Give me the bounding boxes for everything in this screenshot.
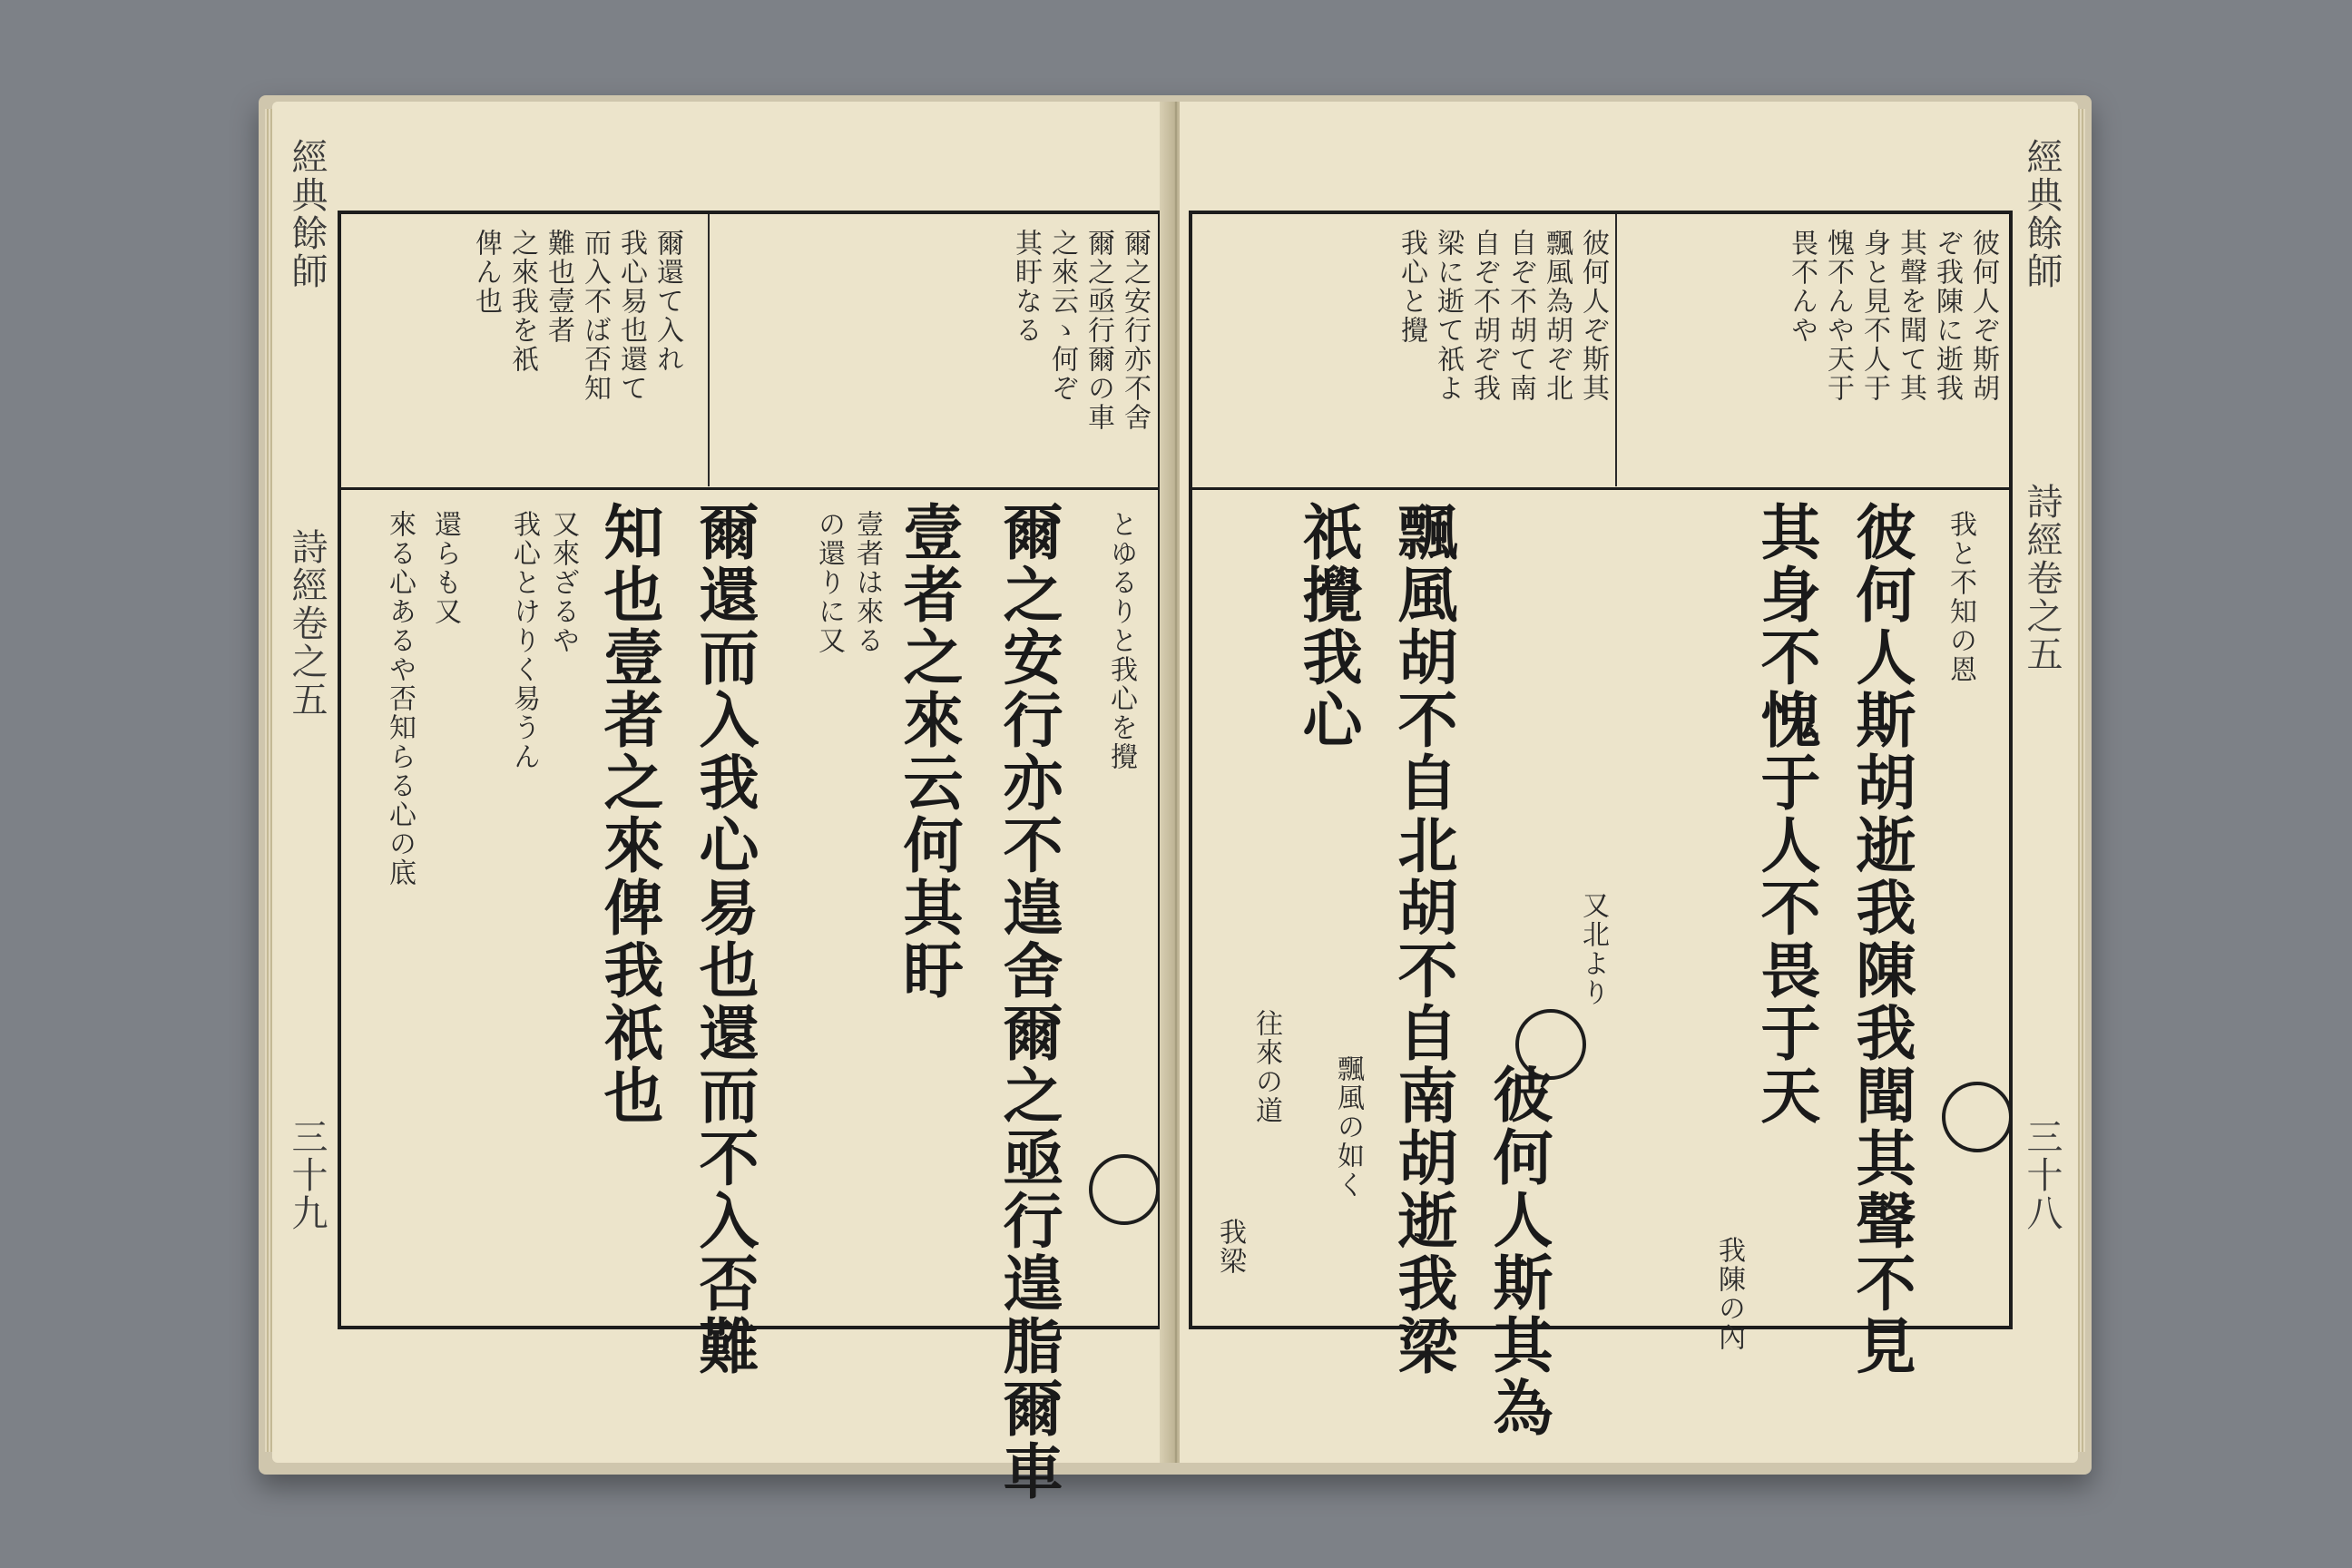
right-note-col-4: 飄風の如く bbox=[1332, 1054, 1364, 1200]
left-page bbox=[272, 102, 1171, 1503]
right-header-col-3: 其聲を聞て其 bbox=[1895, 229, 1926, 403]
right-header-col-2: ぞ我陳に逝我 bbox=[1931, 229, 1963, 403]
left-note-col-1: とゆるりと我心を攪 bbox=[1105, 510, 1137, 771]
right-margin-title: 詩經卷之五 bbox=[2021, 483, 2063, 673]
right-margin-page-number: 三十八 bbox=[2021, 1118, 2063, 1232]
left-header-col-8: 難也壹者 bbox=[543, 229, 574, 345]
right-header2-col-2: 飄風為胡ぞ北 bbox=[1541, 229, 1573, 403]
left-header-divider bbox=[338, 487, 1158, 490]
right-main-col-4: 飄風胡不自北胡不自南胡逝我梁 bbox=[1387, 501, 1458, 1377]
right-header-split bbox=[1615, 214, 1617, 486]
right-header2-col-5: 梁に逝て祇よ bbox=[1432, 229, 1464, 403]
left-note-col-6: 還らも又 bbox=[429, 510, 461, 626]
right-note-col-1: 我と不知の恩 bbox=[1945, 510, 1976, 684]
right-header-divider bbox=[1189, 487, 2009, 490]
right-header-col-4: 身と見不人于 bbox=[1858, 229, 1890, 403]
right-header2-col-1: 彼何人ぞ斯其 bbox=[1577, 229, 1609, 403]
left-note-col-4: 又來ざるや bbox=[547, 510, 579, 655]
right-main-col-5: 祇攪我心 bbox=[1292, 501, 1363, 751]
left-header-col-9: 之來我を祇 bbox=[506, 229, 538, 374]
left-header-col-1: 爾之安行亦不舍 bbox=[1119, 229, 1151, 432]
right-header-col-5: 愧不んや天于 bbox=[1822, 229, 1854, 403]
left-main-col-2: 壹者之來云何其盱 bbox=[893, 501, 964, 1002]
right-margin-header: 經典餘師 bbox=[2021, 138, 2063, 290]
right-note-col-6: 我梁 bbox=[1214, 1218, 1246, 1276]
left-header-col-5: 爾還て入れ bbox=[652, 229, 683, 374]
section-circle-mark bbox=[1089, 1154, 1160, 1225]
section-circle-mark bbox=[1942, 1082, 2013, 1152]
left-note-col-5: 我心とけりく易うん bbox=[508, 510, 540, 771]
right-note-col-2: 我陳の內 bbox=[1713, 1236, 1745, 1352]
right-main-col-1: 彼何人斯胡逝我陳我聞其聲不見 bbox=[1846, 501, 1916, 1377]
left-note-col-3: の還りに又 bbox=[813, 510, 845, 655]
left-main-col-3: 爾還而入我心易也還而不入否難 bbox=[689, 501, 760, 1377]
left-margin-header: 經典餘師 bbox=[286, 138, 328, 290]
right-page bbox=[1180, 102, 2078, 1463]
right-header-col-6: 畏不んや bbox=[1786, 229, 1818, 345]
left-header-col-4: 其盱なる bbox=[1010, 229, 1042, 345]
left-header-col-6: 我心易也還て bbox=[615, 229, 647, 403]
right-note-col-3: 又北より bbox=[1577, 891, 1609, 1007]
left-header-col-10: 俾ん也 bbox=[470, 229, 502, 316]
right-header2-col-4: 自ぞ不胡ぞ我 bbox=[1468, 229, 1500, 403]
left-note-col-7: 來る心あるや否知らる心の底 bbox=[384, 510, 416, 887]
left-margin-page-number: 三十九 bbox=[286, 1118, 328, 1232]
right-note-col-5: 往來の道 bbox=[1250, 1009, 1282, 1125]
left-margin-title: 詩經卷之五 bbox=[286, 528, 328, 719]
right-main-col-3: 彼何人斯其為 bbox=[1483, 1063, 1553, 1439]
left-header-col-3: 之來云ゝ何ぞ bbox=[1046, 229, 1078, 403]
left-header-col-2: 爾之亟行爾の車 bbox=[1083, 229, 1114, 432]
right-header2-col-3: 自ぞ不胡て南 bbox=[1504, 229, 1536, 403]
left-main-col-1: 爾之安行亦不遑舍爾之亟行遑脂爾車 bbox=[993, 501, 1063, 1503]
right-header-col-1: 彼何人ぞ斯胡 bbox=[1967, 229, 1999, 403]
left-note-col-2: 壹者は來る bbox=[851, 510, 883, 655]
right-main-col-2: 其身不愧于人不畏于天 bbox=[1750, 501, 1821, 1127]
left-header-split bbox=[708, 214, 710, 486]
left-header-col-7: 而入不ば否知 bbox=[579, 229, 611, 403]
right-header2-col-6: 我心と攪 bbox=[1396, 229, 1427, 345]
left-main-col-4: 知也壹者之來俾我祇也 bbox=[593, 501, 664, 1127]
